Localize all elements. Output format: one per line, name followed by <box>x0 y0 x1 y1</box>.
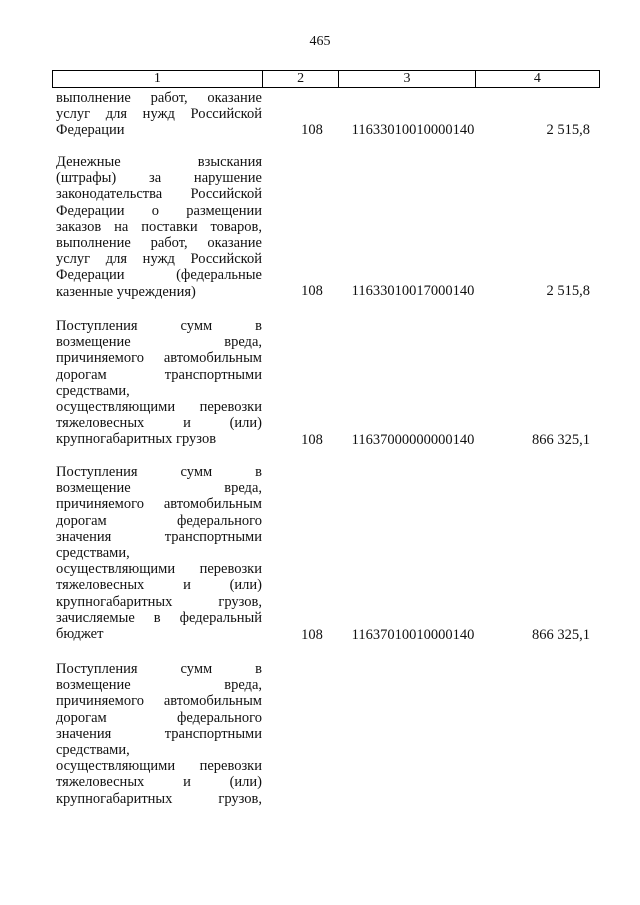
header-col-2: 2 <box>263 71 340 87</box>
revenue-table <box>52 70 600 807</box>
amount: 866 325,1 <box>532 627 590 643</box>
kbk-code: 11637010010000140 <box>351 627 475 643</box>
kbk-code: 11633010017000140 <box>351 283 475 299</box>
kbk-code: 11637000000000140 <box>351 432 475 448</box>
page-number: 465 <box>309 34 331 49</box>
amount: 2 515,8 <box>546 283 590 299</box>
header-col-3: 3 <box>339 71 475 87</box>
row-description: Поступления сумм в возмещение вреда, причиняемого автомобильным дорогам транспортными средствами, осуществляющими перевозки тяжеловесных и (или) крупногабаритных грузов <box>56 318 262 448</box>
admin-code: 108 <box>301 627 323 643</box>
admin-code: 108 <box>301 283 323 299</box>
row-description: выполнение работ, оказание услуг для нужд Российской Федерации <box>56 90 262 139</box>
kbk-code: 11633010010000140 <box>351 122 475 138</box>
header-col-4: 4 <box>533 71 541 86</box>
admin-code: 108 <box>301 122 323 138</box>
admin-code: 108 <box>301 432 323 448</box>
row-description: Денежные взыскания (штрафы) за нарушение законодательства Российской Федерации о размещении заказов на поставки товаров, выполнение работ, оказание услуг для нужд Российской Федерации (федеральные казенные учреждения) <box>56 154 262 300</box>
header-col-1: 1 <box>53 71 263 87</box>
row-description: Поступления сумм в возмещение вреда, причиняемого автомобильным дорогам федерального значения транспортными средствами, осуществляющими перевозки тяжеловесных и (или) крупногабаритных грузов, зачисляемые в федеральный бюджет <box>56 464 262 643</box>
table-header <box>52 70 600 88</box>
amount: 866 325,1 <box>532 432 590 448</box>
row-description: Поступления сумм в возмещение вреда, причиняемого автомобильным дорогам федерального значения транспортными средствами, осуществляющими перевозки тяжеловесных и (или) крупногабаритных грузов, <box>56 661 262 807</box>
amount: 2 515,8 <box>546 122 590 138</box>
